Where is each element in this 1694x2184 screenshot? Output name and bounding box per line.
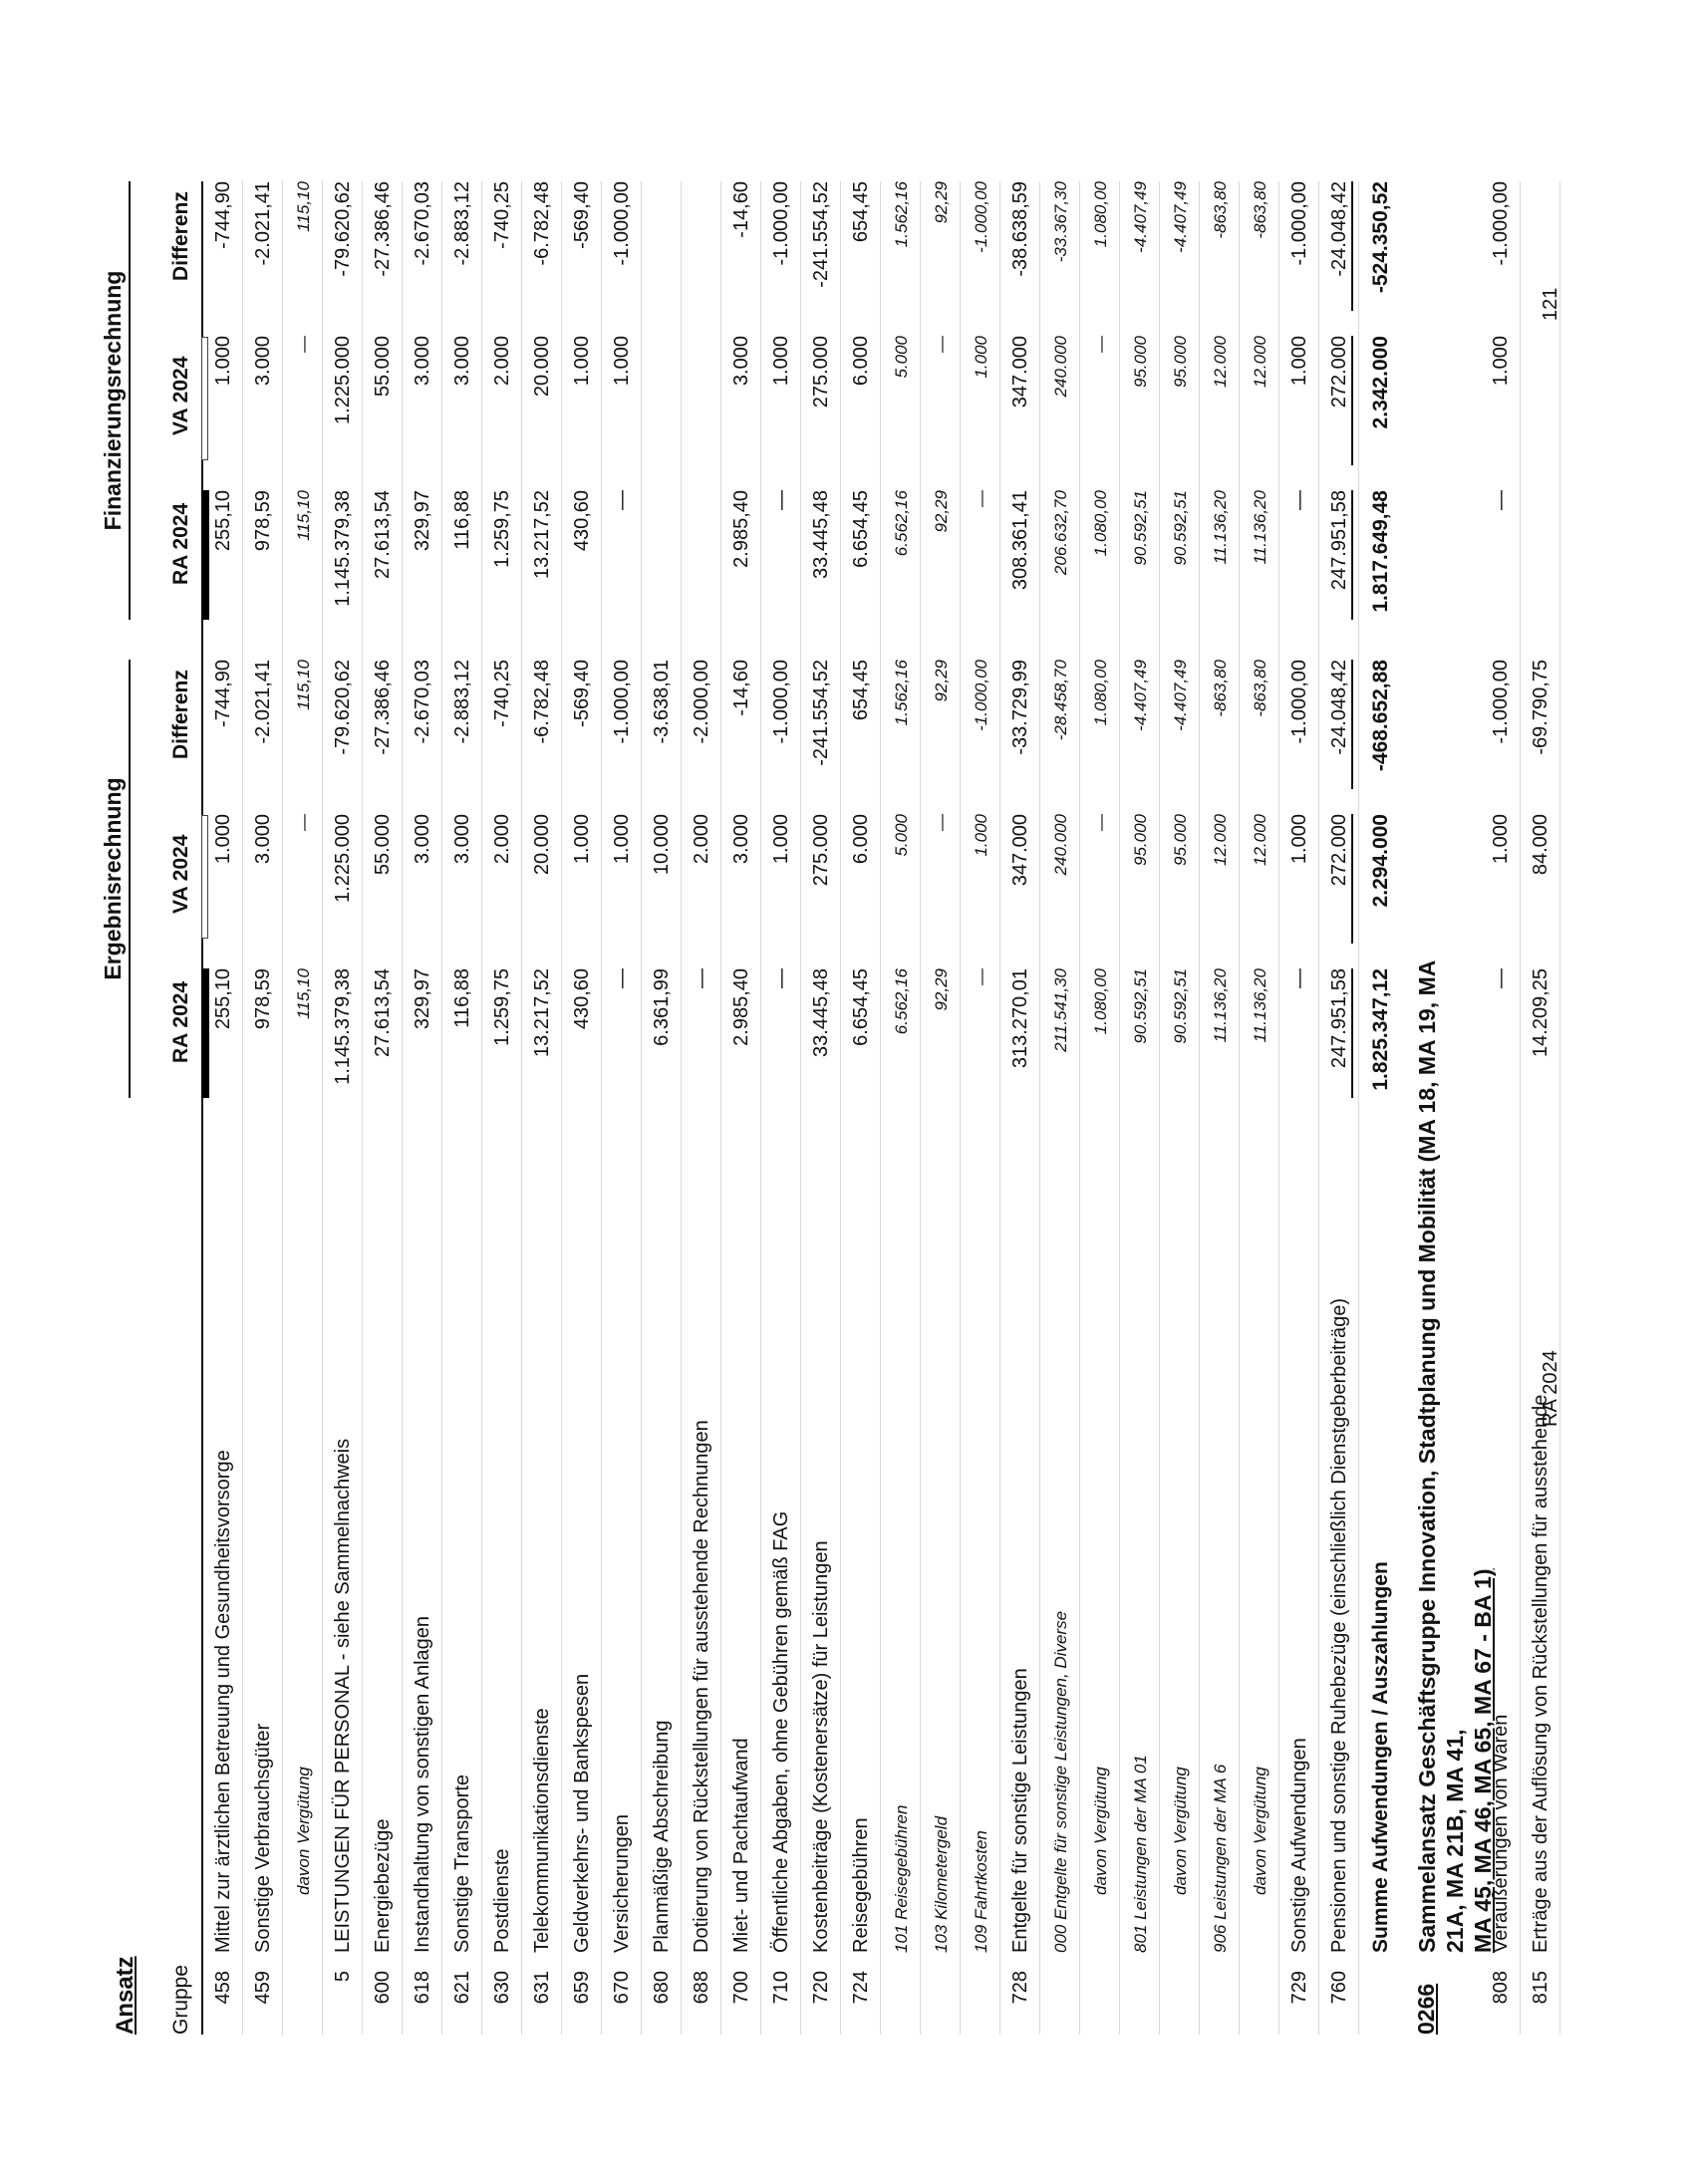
sum-row <box>1359 181 1403 2035</box>
cell-e2: 1.000 <box>212 814 234 865</box>
cell-f1: 92,29 <box>932 490 951 533</box>
cell-f1: 90.592,51 <box>1171 490 1190 566</box>
cell-f2: — <box>1091 336 1110 353</box>
cell-desc: 000 Entgelte für sonstige Leistungen, Diverse <box>1051 1610 1070 1953</box>
cell-e2: 1.000 <box>1288 814 1310 865</box>
cell-e3: -1.000,00 <box>611 660 633 744</box>
cell-code: 710 <box>770 1971 792 2005</box>
cell-code: 728 <box>1009 1971 1031 2005</box>
cell-e1: 6.654,45 <box>850 968 872 1046</box>
cell-e1: — <box>1490 968 1512 988</box>
table-row <box>522 181 562 2035</box>
cell-f3: -33.367,30 <box>1051 181 1070 263</box>
cell-e1: 1.145.379,38 <box>332 968 354 1085</box>
table-row <box>1481 181 1521 2035</box>
table-row <box>1080 181 1120 2035</box>
table-row <box>403 181 442 2035</box>
table-row <box>1319 181 1359 2035</box>
cell-f1: — <box>1288 490 1310 510</box>
table-row <box>283 181 323 2035</box>
cell-e2: 3.000 <box>451 814 473 865</box>
table-row <box>203 181 243 2035</box>
cell-f2: 1.000 <box>212 336 234 387</box>
cell-f2: 275.000 <box>810 336 832 409</box>
cell-e2: 1.000 <box>972 814 990 857</box>
cell-e1: 90.592,51 <box>1171 968 1190 1044</box>
cell-code: 720 <box>810 1971 832 2005</box>
cell-f2: 1.000 <box>571 336 593 387</box>
cell-e3: -4.407,49 <box>1171 660 1190 731</box>
cell-e3: -24.048,42 <box>1328 660 1353 789</box>
cell-f2: 6.000 <box>850 336 872 387</box>
cell-e1: — <box>972 968 990 985</box>
cell-e1: 6.361,99 <box>651 968 673 1046</box>
cell-e3: -33.729,99 <box>1009 660 1031 755</box>
cell-desc: Planmäßige Abschreibung <box>651 1720 673 1953</box>
cell-e1: 11.136,20 <box>1251 968 1270 1043</box>
table-row <box>1200 181 1240 2035</box>
cell-f2: — <box>932 336 951 353</box>
sum-f2: 2.342.000 <box>1369 336 1392 429</box>
cell-code: 458 <box>212 1971 234 2005</box>
cell-f3: -1.000,00 <box>770 181 792 266</box>
cell-e2: 347.000 <box>1009 814 1031 887</box>
ergebnis-heading: Ergebnisrechnung <box>100 660 127 1098</box>
table-row <box>602 181 642 2035</box>
cell-e1: 1.080,00 <box>1091 968 1110 1035</box>
footer-ra: RA 2024 <box>1540 1350 1561 1427</box>
cell-f3: -740,25 <box>491 181 513 249</box>
cell-f3: -1.000,00 <box>1288 181 1310 266</box>
cell-e1: — <box>611 968 633 988</box>
cell-e1: 115,10 <box>294 968 313 1019</box>
cell-e2: 12.000 <box>1251 814 1270 866</box>
cell-f1: 206.632,70 <box>1051 490 1070 576</box>
cell-e1: — <box>770 968 792 988</box>
cell-e2: 95.000 <box>1131 814 1150 866</box>
cell-f1: — <box>611 490 633 510</box>
cell-f1: — <box>770 490 792 510</box>
cell-desc: davon Vergütung <box>1091 1767 1110 1895</box>
budget-table <box>100 181 1560 2035</box>
cell-e1: 14.209,25 <box>1530 968 1552 1057</box>
cell-desc: Reisegebühren <box>850 1817 872 1953</box>
cell-e3: -4.407,49 <box>1131 660 1150 731</box>
table-row <box>442 181 482 2035</box>
cell-f2: 1.000 <box>1288 336 1310 387</box>
cell-e3: -69.790,75 <box>1530 660 1552 755</box>
cell-code: 5 <box>332 1971 354 1983</box>
cell-e2: 20.000 <box>531 814 553 876</box>
cell-f1: 430,60 <box>571 490 593 552</box>
table-row <box>682 181 721 2035</box>
cell-f1: 116,88 <box>451 490 473 550</box>
cell-e3: 1.562,16 <box>892 660 911 726</box>
cell-f3: -569,40 <box>571 181 593 249</box>
cell-f3: -6.782,48 <box>531 181 553 266</box>
ergebnis-va-heading: VA 2024 <box>169 834 192 914</box>
table-row <box>801 181 841 2035</box>
cell-e3: -740,25 <box>491 660 513 727</box>
table-row <box>761 181 801 2035</box>
cell-code: 659 <box>571 1971 593 2005</box>
cell-f2: 95.000 <box>1131 336 1150 388</box>
cell-f2: 1.000 <box>611 336 633 387</box>
section-title-line2: MA 45, MA 46, MA 65, MA 67 - BA 1) <box>1470 1568 1496 1953</box>
cell-e2: 1.000 <box>571 814 593 865</box>
cell-f3: 92,29 <box>932 181 951 224</box>
sum-desc: Summe Aufwendungen / Auszahlungen <box>1369 1561 1392 1953</box>
sum-e3: -468.652,88 <box>1369 660 1392 772</box>
cell-e2: 1.225.000 <box>332 814 354 903</box>
cell-f1: 27.613,54 <box>372 490 394 579</box>
cell-desc: Pensionen und sonstige Ruhebezüge (einschließlich Dienstgeberbeiträge) <box>1328 1297 1350 1953</box>
table-row <box>961 181 1000 2035</box>
sum-e1: 1.825.347,12 <box>1369 968 1392 1091</box>
cell-e2: 1.000 <box>1490 814 1512 865</box>
cell-desc: 101 Reisegebühren <box>892 1804 911 1953</box>
cell-f3: -1.000,00 <box>611 181 633 266</box>
cell-e2: 1.000 <box>611 814 633 865</box>
cell-e1: 313.270,01 <box>1009 968 1031 1069</box>
cell-e3: 654,45 <box>850 660 872 721</box>
cell-f3: 115,10 <box>294 181 313 232</box>
cell-e3: -14,60 <box>730 660 752 716</box>
table-row <box>243 181 283 2035</box>
cell-f2: 1.225.000 <box>332 336 354 424</box>
cell-desc: Öffentliche Abgaben, ohne Gebühren gemäß FAG <box>770 1510 792 1953</box>
cell-f3: -2.883,12 <box>451 181 473 266</box>
cell-e3: -1.000,00 <box>770 660 792 744</box>
cell-f1: 2.985,40 <box>730 490 752 568</box>
cell-e3: -2.021,41 <box>252 660 274 744</box>
cell-e1: 92,29 <box>932 968 951 1011</box>
cell-e1: — <box>691 968 712 988</box>
cell-e2: 240.000 <box>1051 814 1070 876</box>
cell-desc: davon Vergütung <box>1251 1767 1270 1895</box>
cell-desc: Miet- und Pachtaufwand <box>730 1738 752 1953</box>
cell-code: 700 <box>730 1971 752 2005</box>
cell-desc: Entgelte für sonstige Leistungen <box>1009 1668 1031 1953</box>
cell-e2: 12.000 <box>1211 814 1230 866</box>
cell-f2: 12.000 <box>1251 336 1270 388</box>
cell-f3: -24.048,42 <box>1328 181 1353 311</box>
cell-e1: 11.136,20 <box>1211 968 1230 1043</box>
table-row <box>1000 181 1040 2035</box>
table-body-2 <box>1481 181 1560 2035</box>
cell-f1: 11.136,20 <box>1251 490 1270 565</box>
cell-f2: 55.000 <box>372 336 394 398</box>
cell-f3: -2.021,41 <box>252 181 274 266</box>
cell-f1: 90.592,51 <box>1131 490 1150 566</box>
finanzierung-heading: Finanzierungsrechnung <box>100 181 127 620</box>
cell-code: 808 <box>1490 1971 1512 2005</box>
table-row <box>363 181 403 2035</box>
cell-e2: 55.000 <box>372 814 394 876</box>
cell-f1: 247.951,58 <box>1328 490 1353 620</box>
cell-f1: 115,10 <box>294 490 313 541</box>
ergebnis-diff-heading: Differenz <box>169 670 192 759</box>
cell-f2: 3.000 <box>451 336 473 387</box>
cell-code: 815 <box>1530 1971 1552 2005</box>
sum-f1: 1.817.649,48 <box>1369 490 1392 613</box>
cell-f1: — <box>972 490 990 507</box>
sum-f3: -524.350,52 <box>1369 181 1392 294</box>
cell-e1: 13.217,52 <box>531 968 553 1057</box>
cell-f1: 1.145.379,38 <box>332 490 354 607</box>
cell-f3: -744,90 <box>212 181 234 249</box>
cell-e2: 84.000 <box>1530 814 1552 876</box>
cell-e3: -2.000,00 <box>691 660 712 744</box>
cell-desc: Erträge aus der Auflösung von Rückstellungen für ausstehende <box>1530 1394 1552 1953</box>
cell-f3: -1.000,00 <box>972 181 990 253</box>
cell-f2: 272.000 <box>1328 336 1353 465</box>
cell-f1: 6.654,45 <box>850 490 872 568</box>
cell-f1: 1.080,00 <box>1091 490 1110 557</box>
cell-code: 459 <box>252 1971 274 2005</box>
cell-code: 680 <box>651 1971 673 2005</box>
cell-f2: 1.000 <box>972 336 990 379</box>
cell-e3: -28.458,70 <box>1051 660 1070 741</box>
cell-f3: -863,80 <box>1211 181 1230 239</box>
cell-f1: 11.136,20 <box>1211 490 1230 565</box>
cell-f3: -14,60 <box>730 181 752 238</box>
cell-e3: -6.782,48 <box>531 660 553 744</box>
cell-e3: 115,10 <box>294 660 313 710</box>
cell-e3: -569,40 <box>571 660 593 727</box>
cell-e1: 247.951,58 <box>1328 968 1353 1098</box>
cell-f3: -4.407,49 <box>1131 181 1150 253</box>
cell-e2: 275.000 <box>810 814 832 887</box>
cell-f1: 1.259,75 <box>491 490 513 568</box>
cell-desc: Energiebezüge <box>372 1818 394 1953</box>
cell-desc: davon Vergütung <box>1171 1767 1190 1895</box>
cell-e2: 3.000 <box>412 814 433 865</box>
cell-e1: — <box>1288 968 1310 988</box>
table-row <box>642 181 682 2035</box>
cell-desc: 906 Leistungen der MA 6 <box>1211 1764 1230 1953</box>
cell-f3: -79.620,62 <box>332 181 354 277</box>
cell-e2: 2.000 <box>691 814 712 865</box>
cell-code: 729 <box>1288 1971 1310 2005</box>
cell-e3: -3.638,01 <box>651 660 673 744</box>
cell-desc: Mittel zur ärztlichen Betreuung und Gesundheitsvorsorge <box>212 1450 234 1953</box>
cell-e1: 430,60 <box>571 968 593 1030</box>
cell-f2: 3.000 <box>730 336 752 387</box>
cell-desc: 801 Leistungen der MA 01 <box>1131 1755 1150 1953</box>
cell-e3: -79.620,62 <box>332 660 354 755</box>
cell-e1: 329,97 <box>412 968 433 1030</box>
table-row <box>721 181 761 2035</box>
cell-desc: Kostenbeiträge (Kostenersätze) für Leistungen <box>810 1540 832 1953</box>
cell-e2: — <box>932 814 951 831</box>
table-row <box>323 181 363 2035</box>
finanz-ra-heading: RA 2024 <box>169 502 192 585</box>
gruppe-heading: Gruppe <box>169 1964 192 2035</box>
cell-e1: 27.613,54 <box>372 968 394 1057</box>
table-row <box>1120 181 1160 2035</box>
cell-code: 621 <box>451 1971 473 2005</box>
cell-desc: Postdienste <box>491 1848 513 1953</box>
cell-e2: — <box>294 814 313 831</box>
cell-code: 630 <box>491 1971 513 2005</box>
cell-f2: 95.000 <box>1171 336 1190 388</box>
table-row <box>1160 181 1200 2035</box>
cell-f3: -1.000,00 <box>1490 181 1512 266</box>
ergebnis-ra-heading: RA 2024 <box>169 980 192 1063</box>
cell-desc: Dotierung von Rückstellungen für ausstehende Rechnungen <box>691 1420 712 1953</box>
cell-code: 670 <box>611 1971 633 2005</box>
section-heading <box>1409 181 1496 2035</box>
cell-desc: Versicherungen <box>611 1814 633 1953</box>
cell-e3: -863,80 <box>1251 660 1270 717</box>
cell-f3: -27.386,46 <box>372 181 394 277</box>
cell-e2: 272.000 <box>1328 814 1353 944</box>
cell-desc: Geldverkehrs- und Bankspesen <box>571 1673 593 1953</box>
cell-e1: 6.562,16 <box>892 968 911 1035</box>
cell-e1: 1.259,75 <box>491 968 513 1046</box>
cell-f3: -241.554,52 <box>810 181 832 288</box>
cell-f3: 654,45 <box>850 181 872 243</box>
cell-f2: 347.000 <box>1009 336 1031 409</box>
cell-f3: -4.407,49 <box>1171 181 1190 253</box>
table-row <box>562 181 602 2035</box>
table-row <box>1521 181 1560 2035</box>
cell-f2: 20.000 <box>531 336 553 398</box>
cell-code: 724 <box>850 1971 872 2005</box>
cell-e2: 3.000 <box>730 814 752 865</box>
cell-e3: -241.554,52 <box>810 660 832 766</box>
cell-f1: 13.217,52 <box>531 490 553 579</box>
cell-e3: -2.883,12 <box>451 660 473 744</box>
cell-desc: Instandhaltung von sonstigen Anlagen <box>412 1615 433 1953</box>
cell-e3: -1.000,00 <box>1490 660 1512 744</box>
cell-f2: 5.000 <box>892 336 911 379</box>
finanz-diff-heading: Differenz <box>169 191 192 281</box>
cell-f3: 1.562,16 <box>892 181 911 248</box>
cell-f3: -38.638,59 <box>1009 181 1031 277</box>
cell-e3: 92,29 <box>932 660 951 702</box>
cell-e1: 116,88 <box>451 968 473 1028</box>
cell-desc: davon Vergütung <box>294 1767 313 1895</box>
cell-f3: 1.080,00 <box>1091 181 1110 248</box>
cell-desc: Sonstige Aufwendungen <box>1288 1738 1310 1953</box>
cell-desc: Telekommunikationsdienste <box>531 1708 553 1953</box>
sum-e2: 2.294.000 <box>1369 814 1392 908</box>
cell-code: 688 <box>691 1971 712 2005</box>
section-code: 0266 <box>1413 1983 1439 2035</box>
cell-e2: 5.000 <box>892 814 911 857</box>
cell-f1: 6.562,16 <box>892 490 911 557</box>
table-row <box>881 181 921 2035</box>
cell-e3: -1.000,00 <box>972 660 990 731</box>
cell-f3: -863,80 <box>1251 181 1270 239</box>
cell-e2: 1.000 <box>770 814 792 865</box>
cell-f2: 3.000 <box>412 336 433 387</box>
table-row <box>841 181 881 2035</box>
cell-e2: 2.000 <box>491 814 513 865</box>
cell-e1: 978,59 <box>252 968 274 1030</box>
cell-f2: — <box>294 336 313 353</box>
cell-e1: 33.445,48 <box>810 968 832 1057</box>
cell-code: 618 <box>412 1971 433 2005</box>
cell-code: 600 <box>372 1971 394 2005</box>
cell-e1: 2.985,40 <box>730 968 752 1046</box>
cell-e1: 255,10 <box>212 968 234 1030</box>
finanz-va-heading: VA 2024 <box>169 356 192 435</box>
cell-f2: 1.000 <box>770 336 792 387</box>
cell-f1: — <box>1490 490 1512 510</box>
cell-f1: 33.445,48 <box>810 490 832 579</box>
cell-code: 631 <box>531 1971 553 2005</box>
cell-desc: 103 Kilometergeld <box>932 1815 951 1953</box>
cell-desc: Veräußerungen von Waren <box>1490 1714 1512 1953</box>
cell-f2: 2.000 <box>491 336 513 387</box>
cell-e1: 211.541,30 <box>1051 968 1070 1052</box>
table-row <box>1040 181 1080 2035</box>
ansatz-heading: Ansatz <box>112 1956 139 2035</box>
table-row <box>1279 181 1319 2035</box>
table-row <box>921 181 961 2035</box>
cell-e3: -27.386,46 <box>372 660 394 755</box>
cell-f2: 240.000 <box>1051 336 1070 398</box>
page-number: 121 <box>1540 287 1561 321</box>
cell-f1: 978,59 <box>252 490 274 552</box>
cell-e3: 1.080,00 <box>1091 660 1110 726</box>
group-headers <box>100 181 161 2035</box>
cell-e2: 3.000 <box>252 814 274 865</box>
cell-e2: 10.000 <box>651 814 673 876</box>
cell-e3: -744,90 <box>212 660 234 727</box>
cell-desc: LEISTUNGEN FÜR PERSONAL - siehe Sammelnachweis <box>332 1438 354 1953</box>
cell-f1: 308.361,41 <box>1009 490 1031 591</box>
cell-f1: 329,97 <box>412 490 433 552</box>
cell-e3: -2.670,03 <box>412 660 433 744</box>
cell-f2: 12.000 <box>1211 336 1230 388</box>
section-title-line1: Sammelansatz Geschäftsgruppe Innovation, Stadtplanung und Mobilität (MA 18, MA 19, MA 21A, MA 21B, MA 41, <box>1414 960 1468 1953</box>
cell-e2: 6.000 <box>850 814 872 865</box>
table-row <box>1240 181 1279 2035</box>
cell-f1: 255,10 <box>212 490 234 552</box>
table-row <box>482 181 522 2035</box>
cell-e3: -863,80 <box>1211 660 1230 717</box>
cell-code: 760 <box>1328 1971 1350 2005</box>
cell-f3: -2.670,03 <box>412 181 433 266</box>
cell-desc: Sonstige Transporte <box>451 1774 473 1953</box>
cell-desc: Sonstige Verbrauchsgüter <box>252 1723 274 1953</box>
cell-f2: 1.000 <box>1490 336 1512 387</box>
cell-desc: 109 Fahrtkosten <box>972 1830 990 1953</box>
cell-e3: -1.000,00 <box>1288 660 1310 744</box>
cell-f2: 3.000 <box>252 336 274 387</box>
cell-e1: 90.592,51 <box>1131 968 1150 1044</box>
table-body <box>203 181 1359 2035</box>
cell-e2: — <box>1091 814 1110 831</box>
cell-e2: 95.000 <box>1171 814 1190 866</box>
